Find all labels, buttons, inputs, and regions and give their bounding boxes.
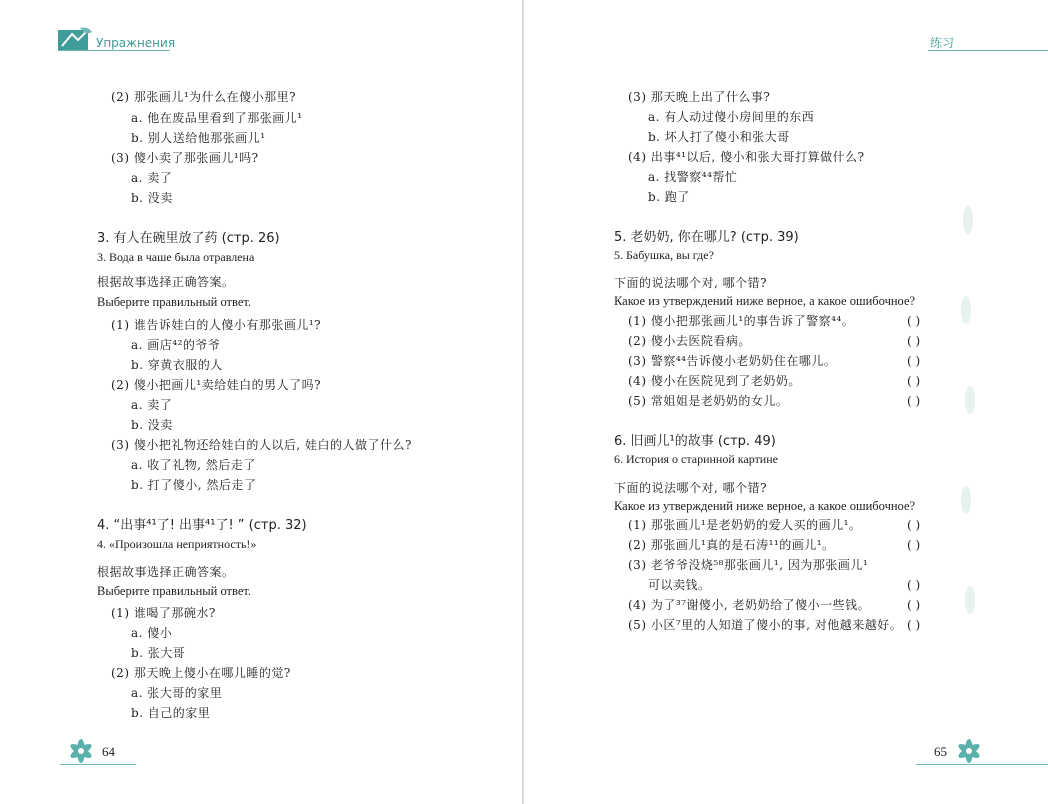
instruction-ru: Какое из утверждений ниже верное, а какое ошибочное? <box>614 499 916 513</box>
exercise-line: (4) 傻小在医院见到了老奶奶。 <box>628 374 801 388</box>
exercise-line: a. 画店⁴²的爷爷 <box>131 338 221 352</box>
exercise-line: (4) 出事⁴¹以后, 傻小和张大哥打算做什么? <box>628 150 865 164</box>
answer-blank[interactable]: ( ) <box>907 598 921 612</box>
exercise-line: a. 卖了 <box>131 398 173 412</box>
book-leaf-logo <box>58 26 94 52</box>
exercise-line: 根据故事选择正确答案。 <box>97 565 235 579</box>
exercise-line: a. 他在废品里看到了那张画儿¹ <box>131 111 303 125</box>
header-title: 练习 <box>930 36 955 50</box>
exercise-line: (1) 傻小把那张画儿¹的事告诉了警察⁴⁴。 <box>628 314 855 328</box>
exercise-line: (3) 老爷爷没烧⁵⁸那张画儿¹, 因为那张画儿¹ <box>628 558 869 572</box>
answer-blank[interactable]: ( ) <box>907 394 921 408</box>
exercise-line: a. 有人动过傻小房间里的东西 <box>648 110 815 124</box>
leaf-vine-ornament <box>956 180 980 740</box>
exercise-line: 下面的说法哪个对, 哪个错? <box>614 276 768 290</box>
page-number: 64 <box>102 744 115 759</box>
instruction-ru: Выберите правильный ответ. <box>97 295 252 309</box>
section-subtitle: 6. История о старинной картине <box>614 452 778 466</box>
answer-blank[interactable]: ( ) <box>907 314 921 328</box>
exercise-line: (1) 那张画儿¹是老奶奶的爱人买的画儿¹。 <box>628 518 862 532</box>
answer-blank[interactable]: ( ) <box>907 578 921 592</box>
answer-blank[interactable]: ( ) <box>907 334 921 348</box>
right-page <box>524 0 1048 804</box>
exercise-line: a. 找警察⁴⁴帮忙 <box>648 170 738 184</box>
exercise-line: a. 张大哥的家里 <box>131 686 223 700</box>
exercise-line: (4) 为了³⁷谢傻小, 老奶奶给了傻小一些钱。 <box>628 598 871 612</box>
section-subtitle: 3. Вода в чаше была отравлена <box>97 250 255 264</box>
exercise-line: b. 没卖 <box>131 418 173 432</box>
answer-blank[interactable]: ( ) <box>907 354 921 368</box>
footer-rule <box>60 764 136 765</box>
page-number: 65 <box>934 744 947 759</box>
exercise-line: (2) 那张画儿¹为什么在傻小那里? <box>111 90 297 104</box>
exercise-line: (2) 傻小去医院看病。 <box>628 334 751 348</box>
section-heading: 6. 旧画儿¹的故事 (стр. 49) <box>614 434 776 449</box>
footer-rule <box>916 764 1048 765</box>
instruction-ru: Выберите правильный ответ. <box>97 584 252 598</box>
exercise-line: a. 收了礼物, 然后走了 <box>131 458 256 472</box>
exercise-line: 可以卖钱。 <box>648 578 711 592</box>
section-subtitle: 5. Бабушка, вы где? <box>614 248 714 262</box>
exercise-line: (3) 警察⁴⁴告诉傻小老奶奶住在哪儿。 <box>628 354 837 368</box>
exercise-line: b. 跑了 <box>648 190 690 204</box>
section-heading: 5. 老奶奶, 你在哪儿? (стр. 39) <box>614 230 799 245</box>
header-rule <box>928 50 1048 51</box>
exercise-line: (3) 那天晚上出了什么事? <box>628 90 771 104</box>
exercise-line: a. 傻小 <box>131 626 173 640</box>
exercise-line: (1) 谁喝了那碗水? <box>111 606 216 620</box>
exercise-line: (5) 常姐姐是老奶奶的女儿。 <box>628 394 789 408</box>
exercise-line: (2) 傻小把画儿¹卖给娃白的男人了吗? <box>111 378 322 392</box>
answer-blank[interactable]: ( ) <box>907 538 921 552</box>
exercise-line: (2) 那张画儿¹真的是石涛¹¹的画儿¹。 <box>628 538 835 552</box>
exercise-line: b. 张大哥 <box>131 646 186 660</box>
flower-ornament-icon <box>66 736 96 766</box>
exercise-line: (3) 傻小卖了那张画儿¹吗? <box>111 151 259 165</box>
answer-blank[interactable]: ( ) <box>907 374 921 388</box>
answer-blank[interactable]: ( ) <box>907 518 921 532</box>
exercise-line: 根据故事选择正确答案。 <box>97 275 235 289</box>
section-heading: 4. “出事⁴¹了! 出事⁴¹了! ” (стр. 32) <box>97 518 307 533</box>
exercise-line: a. 卖了 <box>131 171 173 185</box>
exercise-line: b. 打了傻小, 然后走了 <box>131 478 257 492</box>
section-subtitle: 4. «Произошла неприятность!» <box>97 537 257 551</box>
flower-ornament-icon <box>954 736 984 766</box>
exercise-line: b. 没卖 <box>131 191 173 205</box>
section-heading: 3. 有人在碗里放了药 (стр. 26) <box>97 231 280 246</box>
exercise-line: (3) 傻小把礼物还给娃白的人以后, 娃白的人做了什么? <box>111 438 412 452</box>
header-title: Упражнения <box>96 36 176 50</box>
exercise-line: b. 坏人打了傻小和张大哥 <box>648 130 790 144</box>
exercise-line: 下面的说法哪个对, 哪个错? <box>614 481 768 495</box>
instruction-ru: Какое из утверждений ниже верное, а какое ошибочное? <box>614 294 916 308</box>
answer-blank[interactable]: ( ) <box>907 618 921 632</box>
header-rule <box>58 50 170 51</box>
exercise-line: (1) 谁告诉娃白的人傻小有那张画儿¹? <box>111 318 322 332</box>
exercise-line: (5) 小区⁷里的人知道了傻小的事, 对他越来越好。 <box>628 618 903 632</box>
exercise-line: b. 穿黄衣服的人 <box>131 358 223 372</box>
left-page <box>0 0 523 804</box>
exercise-line: (2) 那天晚上傻小在哪儿睡的觉? <box>111 666 291 680</box>
exercise-line: b. 别人送给他那张画儿¹ <box>131 131 266 145</box>
exercise-line: b. 自己的家里 <box>131 706 211 720</box>
